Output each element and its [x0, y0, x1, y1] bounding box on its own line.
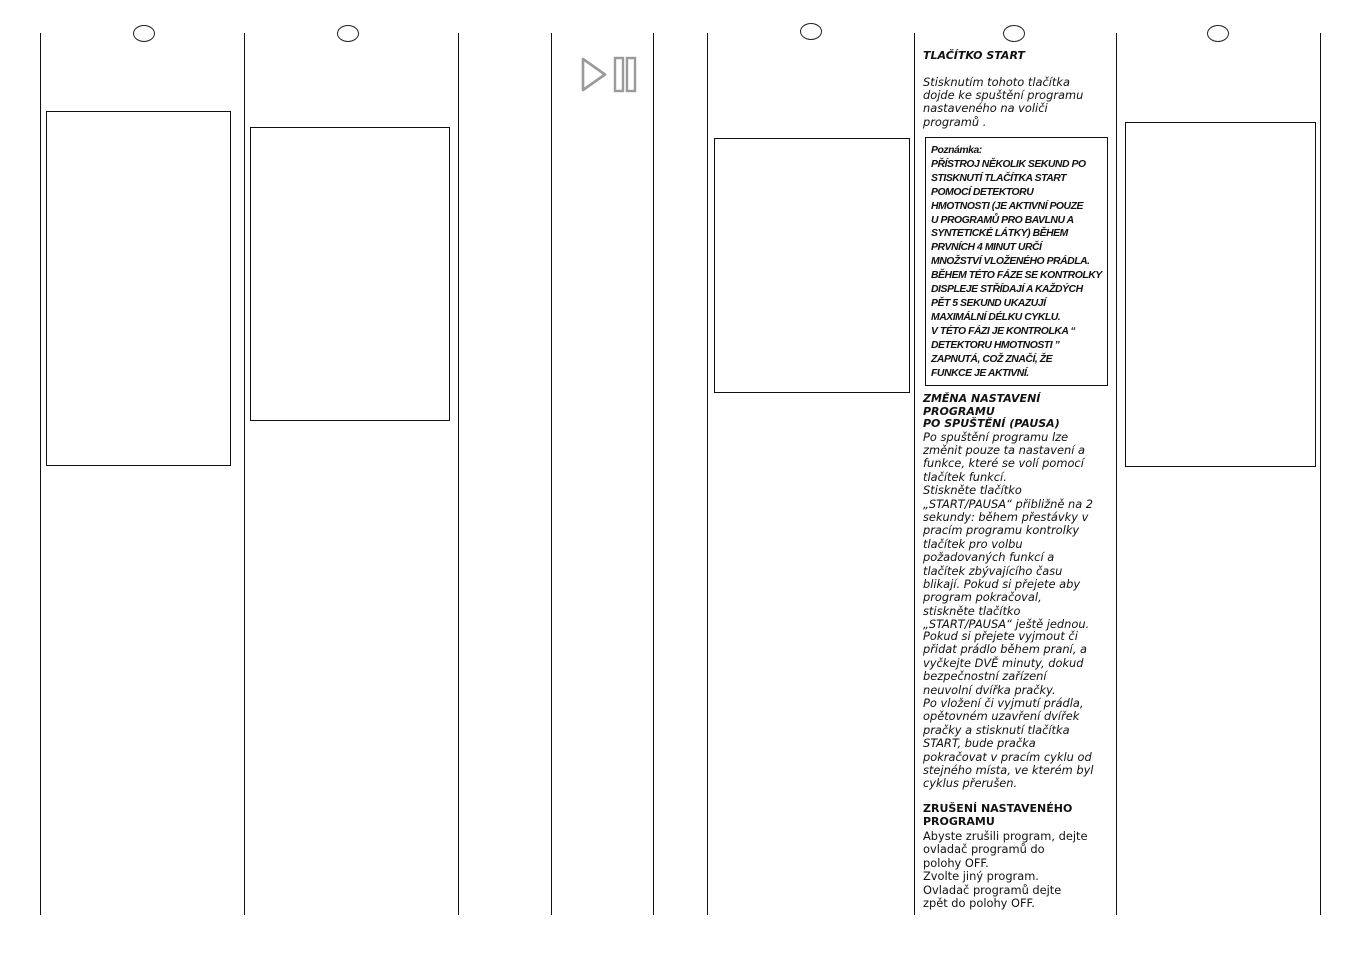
empty-frame-col1 — [46, 111, 231, 466]
note-line: ZAPNUTÁ, COŽ ZNAČÍ, ŽE — [931, 353, 1053, 365]
laundry-body-line: přidat prádlo během praní, a — [923, 642, 1087, 657]
pause-body-line: pracím programu kontrolky — [923, 523, 1080, 538]
column-rule-7 — [914, 33, 915, 915]
note-line: MNOŽSTVÍ VLOŽENÉHO PRÁDLA. — [931, 256, 1090, 268]
column-rule-5 — [653, 33, 654, 915]
note-line: PĚT 5 SEKUND UKAZUJÍ — [931, 297, 1046, 309]
circle-marker-icon — [800, 23, 822, 40]
pause-body-line: stiskněte tlačítko — [923, 603, 1021, 618]
note-line: DISPLEJE STŘÍDAJÍ A KAŽDÝCH — [931, 284, 1083, 296]
empty-frame-col9 — [1125, 122, 1316, 467]
column-rule-2 — [244, 33, 245, 915]
pause-heading-line: PO SPUŠTĚNÍ (PAUSA) — [923, 417, 1060, 430]
start-pause-icon — [580, 56, 640, 98]
note-line: Poznámka: — [931, 145, 982, 156]
note-box — [925, 137, 1108, 386]
circle-marker-icon — [1003, 25, 1025, 42]
start-body-line: nastaveného na voliči — [923, 101, 1048, 116]
column-rule-4 — [551, 33, 552, 915]
column-rule-3 — [458, 33, 459, 915]
pause-body-line: sekundy: během přestávky v — [923, 509, 1089, 524]
column-rule-8 — [1116, 33, 1117, 915]
cancel-body-line: polohy OFF. — [923, 855, 989, 870]
circle-marker-icon — [337, 25, 359, 42]
note-line: V TÉTO FÁZI JE KONTROLKA “ — [931, 325, 1076, 337]
cancel-body-line: ovladač programů do — [923, 842, 1045, 857]
laundry-body-line: Pokud si přejete vyjmout či — [923, 629, 1078, 643]
pause-body-line: změnit pouze ta nastavení a — [923, 442, 1085, 457]
empty-frame-col2 — [250, 127, 450, 421]
laundry-body-line: pokračovat v pracím cyklu od — [923, 749, 1092, 764]
pause-body-line: požadovaných funkcí a — [923, 550, 1055, 565]
start-button-section — [923, 50, 1113, 129]
pause-section — [923, 393, 1115, 632]
note-line: PŘÍSTROJ NĚKOLIK SEKUND PO — [931, 158, 1086, 170]
column-rule-9 — [1320, 33, 1321, 915]
pause-body-line: blikají. Pokud si přejete aby — [923, 576, 1081, 591]
laundry-body-line: stejného místa, ve kterém byl — [923, 763, 1094, 778]
cancel-program-section — [923, 803, 1115, 910]
note-line: SYNTETICKÉ LÁTKY) BĚHEM — [931, 228, 1068, 240]
note-line: MAXIMÁLNÍ DÉLKU CYKLU. — [931, 311, 1061, 323]
laundry-body-line: pračky a stisknutí tlačítka — [923, 722, 1070, 737]
circle-marker-icon — [1207, 25, 1229, 42]
start-body-line: Stisknutím tohoto tlačítka — [923, 74, 1070, 89]
pause-body-line: tlačítek zbývajícího času — [923, 563, 1063, 578]
note-line: POMOCÍ DETEKTORU — [931, 186, 1034, 198]
empty-frame-col6 — [714, 138, 910, 393]
cancel-heading-line: PROGRAMU — [923, 814, 995, 828]
note-line: FUNKCE JE AKTIVNÍ. — [931, 367, 1029, 379]
pause-body-line: tlačítek funkcí. — [923, 469, 1007, 484]
pause-body-line: „START/PAUSA“ přibližně na 2 — [923, 496, 1094, 511]
laundry-body-line: vyčkejte DVĚ minuty, dokud — [923, 655, 1084, 670]
pause-body-line: Stiskněte tlačítko — [923, 483, 1022, 498]
start-heading: TLAČÍTKO START — [923, 49, 1025, 62]
pause-body-line: „START/PAUSA“ ještě jednou. — [923, 617, 1090, 632]
cancel-body-line: Zvolte jiný program. — [923, 869, 1039, 884]
laundry-body-line: START, bude pračka — [923, 736, 1036, 751]
cancel-body-line: Abyste zrušili program, dejte — [923, 829, 1088, 843]
pause-heading-line: ZMĚNA NASTAVENÍ PROGRAMU — [923, 392, 1041, 418]
start-body-line: programů . — [923, 114, 987, 129]
laundry-body-line: Po vložení či vyjmutí prádla, — [923, 696, 1084, 711]
column-rule-1 — [40, 33, 41, 915]
laundry-body-line: cyklus přerušen. — [923, 776, 1018, 791]
laundry-body-line: opětovném uzavření dvířek — [923, 709, 1080, 724]
note-line: STISKNUTÍ TLAČÍTKA START — [931, 172, 1067, 184]
note-line: BĚHEM TÉTO FÁZE SE KONTROLKY — [931, 270, 1102, 282]
laundry-body-line: neuvolní dvířka pračky. — [923, 682, 1056, 697]
pause-body-line: tlačítek pro volbu — [923, 536, 1023, 551]
note-line: U PROGRAMŮ PRO BAVLNU A — [931, 214, 1074, 226]
note-line: PRVNÍCH 4 MINUT URČÍ — [931, 242, 1042, 254]
cancel-body-line: zpět do polohy OFF. — [923, 896, 1035, 911]
note-line: DETEKTORU HMOTNOSTI ” — [931, 339, 1060, 351]
column-rule-6 — [707, 33, 708, 915]
start-body-line: dojde ke spuštění programu — [923, 87, 1084, 102]
cancel-body-line: Ovladač programů dejte — [923, 882, 1062, 897]
add-laundry-section — [923, 630, 1115, 791]
pause-body-line: Po spuštění programu lze — [923, 429, 1069, 444]
cancel-heading-line: ZRUŠENÍ NASTAVENÉHO — [923, 802, 1073, 815]
pause-body-line: program pokračoval, — [923, 590, 1042, 605]
note-line: HMOTNOSTI (JE AKTIVNÍ POUZE — [931, 200, 1083, 212]
pause-body-line: funkce, které se volí pomocí — [923, 456, 1084, 471]
circle-marker-icon — [133, 25, 155, 42]
laundry-body-line: bezpečnostní zařízení — [923, 669, 1047, 684]
